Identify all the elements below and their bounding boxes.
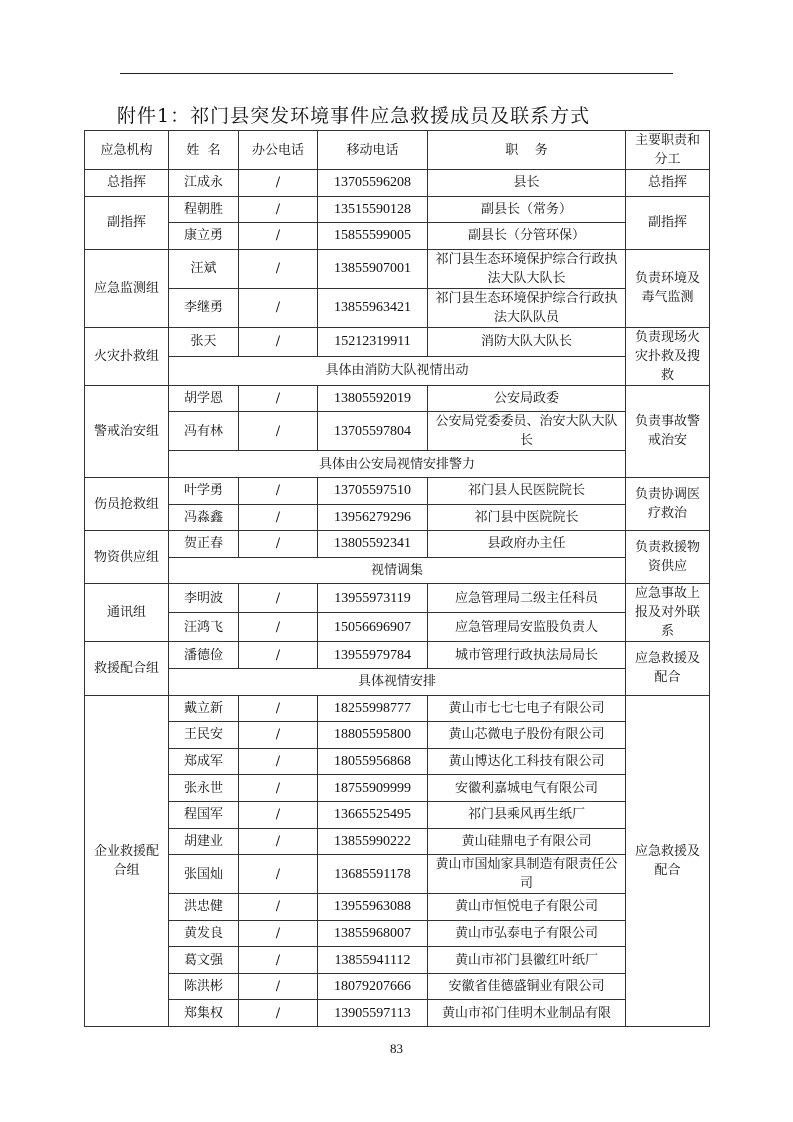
name-cell: 张天	[169, 327, 239, 356]
position-cell: 城市管理行政执法局局长	[428, 642, 626, 669]
mobile-phone-cell: 13855963421	[318, 288, 428, 327]
name-cell: 康立勇	[169, 223, 239, 250]
note-cell: 视情调集	[169, 557, 626, 584]
duty-cell: 应急救援及配合	[626, 642, 710, 695]
position-cell: 公安局党委委员、治安大队大队长	[428, 412, 626, 451]
table-row	[85, 385, 710, 412]
mobile-phone-cell: 13665525495	[318, 801, 428, 828]
office-phone-cell: /	[239, 531, 318, 558]
org-cell: 副指挥	[85, 196, 169, 249]
mobile-phone-cell: 13515590128	[318, 196, 428, 223]
office-phone-cell: /	[239, 695, 318, 722]
office-phone-cell: /	[239, 385, 318, 412]
mobile-phone-cell: 15212319911	[318, 327, 428, 356]
position-cell: 黄山芯微电子股份有限公司	[428, 722, 626, 749]
mobile-phone-cell: 18055956868	[318, 748, 428, 775]
org-cell: 火灾扑救组	[85, 327, 169, 385]
office-phone-cell: /	[239, 748, 318, 775]
note-cell: 具体视情安排	[169, 668, 626, 695]
table-row	[85, 557, 710, 584]
position-cell: 副县长（常务）	[428, 196, 626, 223]
office-phone-cell: /	[239, 327, 318, 356]
duty-cell: 应急救援及配合	[626, 695, 710, 1027]
mobile-phone-cell: 13855968007	[318, 920, 428, 947]
table-row	[85, 855, 710, 894]
position-cell: 公安局政委	[428, 385, 626, 412]
duty-cell: 负责环境及毒气监测	[626, 249, 710, 327]
mobile-phone-cell: 13805592019	[318, 385, 428, 412]
table-row	[85, 722, 710, 749]
org-cell: 企业救援配合组	[85, 695, 169, 1027]
document-title: 附件1：祁门县突发环境事件应急救援成员及联系方式	[117, 105, 591, 127]
office-phone-cell: /	[239, 894, 318, 921]
name-cell: 冯有林	[169, 412, 239, 451]
name-cell: 叶学勇	[169, 477, 239, 504]
table-row	[85, 223, 710, 250]
mobile-phone-cell: 18255998777	[318, 695, 428, 722]
name-cell: 贺正春	[169, 531, 239, 558]
office-phone-cell: /	[239, 196, 318, 223]
name-cell: 潘德俭	[169, 642, 239, 669]
office-phone-cell: /	[239, 722, 318, 749]
position-cell: 祁门县中医院院长	[428, 504, 626, 531]
table-row	[85, 642, 710, 669]
org-cell: 应急监测组	[85, 249, 169, 327]
office-phone-cell: /	[239, 1000, 318, 1027]
position-cell: 安徽利嘉城电气有限公司	[428, 775, 626, 802]
mobile-phone-cell: 15056696907	[318, 613, 428, 642]
header-mobile-phone: 移动电话	[318, 131, 428, 170]
office-phone-cell: /	[239, 477, 318, 504]
mobile-phone-cell: 18755909999	[318, 775, 428, 802]
mobile-phone-cell: 15855599005	[318, 223, 428, 250]
table-row	[85, 1000, 710, 1027]
office-phone-cell: /	[239, 855, 318, 894]
org-cell: 通讯组	[85, 584, 169, 642]
mobile-phone-cell: 13955979784	[318, 642, 428, 669]
table-row	[85, 412, 710, 451]
office-phone-cell: /	[239, 775, 318, 802]
mobile-phone-cell: 18805595800	[318, 722, 428, 749]
office-phone-cell: /	[239, 223, 318, 250]
name-cell: 李明波	[169, 584, 239, 613]
mobile-phone-cell: 18079207666	[318, 973, 428, 1000]
position-cell: 黄山市弘泰电子有限公司	[428, 920, 626, 947]
table-row	[85, 613, 710, 642]
position-cell: 祁门县生态环境保护综合行政执法大队大队长	[428, 249, 626, 288]
office-phone-cell: /	[239, 170, 318, 197]
mobile-phone-cell: 13855907001	[318, 249, 428, 288]
header-org: 应急机构	[85, 131, 169, 170]
page-number: 83	[390, 1041, 403, 1056]
position-cell: 应急管理局二级主任科员	[428, 584, 626, 613]
table-row	[85, 170, 710, 197]
table-row	[85, 356, 710, 385]
office-phone-cell: /	[239, 947, 318, 974]
office-phone-cell: /	[239, 642, 318, 669]
table-row	[85, 775, 710, 802]
mobile-phone-cell: 13955963088	[318, 894, 428, 921]
duty-cell: 负责救援物资供应	[626, 531, 710, 584]
table-row	[85, 695, 710, 722]
table-row	[85, 668, 710, 695]
table-row	[85, 828, 710, 855]
duty-cell: 负责现场火灾扑救及搜救	[626, 327, 710, 385]
mobile-phone-cell: 13705596208	[318, 170, 428, 197]
position-cell: 黄山市恒悦电子有限公司	[428, 894, 626, 921]
mobile-phone-cell: 13956279296	[318, 504, 428, 531]
mobile-phone-cell: 13955973119	[318, 584, 428, 613]
name-cell: 冯淼鑫	[169, 504, 239, 531]
org-cell: 伤员抢救组	[85, 477, 169, 530]
note-cell: 具体由消防大队视情出动	[169, 356, 626, 385]
position-cell: 黄山市祁门佳明木业制品有限	[428, 1000, 626, 1027]
contact-table	[84, 130, 710, 1027]
org-cell: 警戒治安组	[85, 385, 169, 477]
org-cell: 总指挥	[85, 170, 169, 197]
position-cell: 黄山硅鼎电子有限公司	[428, 828, 626, 855]
mobile-phone-cell: 13805592341	[318, 531, 428, 558]
office-phone-cell: /	[239, 920, 318, 947]
table-row	[85, 748, 710, 775]
position-cell: 安徽省佳德盛铜业有限公司	[428, 973, 626, 1000]
table-row	[85, 504, 710, 531]
duty-cell: 应急事故上报及对外联系	[626, 584, 710, 642]
mobile-phone-cell: 13705597804	[318, 412, 428, 451]
name-cell: 江成永	[169, 170, 239, 197]
org-cell: 救援配合组	[85, 642, 169, 695]
header-name: 姓 名	[169, 131, 239, 170]
header-rule	[120, 73, 673, 74]
name-cell: 汪斌	[169, 249, 239, 288]
position-cell: 祁门县乘风再生纸厂	[428, 801, 626, 828]
name-cell: 汪鸿飞	[169, 613, 239, 642]
office-phone-cell: /	[239, 584, 318, 613]
table-row	[85, 973, 710, 1000]
name-cell: 黄发良	[169, 920, 239, 947]
table-row	[85, 327, 710, 356]
org-cell: 物资供应组	[85, 531, 169, 584]
position-cell: 祁门县生态环境保护综合行政执法大队队员	[428, 288, 626, 327]
name-cell: 戴立新	[169, 695, 239, 722]
name-cell: 郑集权	[169, 1000, 239, 1027]
name-cell: 程国军	[169, 801, 239, 828]
table-row	[85, 584, 710, 613]
mobile-phone-cell: 13905597113	[318, 1000, 428, 1027]
name-cell: 程朝胜	[169, 196, 239, 223]
table-row	[85, 531, 710, 558]
office-phone-cell: /	[239, 288, 318, 327]
duty-cell: 总指挥	[626, 170, 710, 197]
table-row	[85, 801, 710, 828]
table-body	[85, 170, 710, 1027]
table-row	[85, 920, 710, 947]
mobile-phone-cell: 13855941112	[318, 947, 428, 974]
table-row	[85, 477, 710, 504]
position-cell: 县政府办主任	[428, 531, 626, 558]
name-cell: 李继勇	[169, 288, 239, 327]
table-row	[85, 196, 710, 223]
name-cell: 葛文强	[169, 947, 239, 974]
office-phone-cell: /	[239, 973, 318, 1000]
position-cell: 县长	[428, 170, 626, 197]
position-cell: 黄山市祁门县徽红叶纸厂	[428, 947, 626, 974]
mobile-phone-cell: 13685591178	[318, 855, 428, 894]
office-phone-cell: /	[239, 828, 318, 855]
position-cell: 消防大队大队长	[428, 327, 626, 356]
mobile-phone-cell: 13855990222	[318, 828, 428, 855]
table-row	[85, 249, 710, 288]
duty-cell: 负责事故警戒治安	[626, 385, 710, 477]
table-header-row	[85, 131, 710, 170]
mobile-phone-cell: 13705597510	[318, 477, 428, 504]
header-duty: 主要职责和分工	[626, 131, 710, 170]
position-cell: 祁门县人民医院院长	[428, 477, 626, 504]
name-cell: 张永世	[169, 775, 239, 802]
name-cell: 洪忠健	[169, 894, 239, 921]
office-phone-cell: /	[239, 249, 318, 288]
duty-cell: 负责协调医疗救治	[626, 477, 710, 530]
office-phone-cell: /	[239, 412, 318, 451]
position-cell: 黄山市国灿家具制造有限责任公司	[428, 855, 626, 894]
position-cell: 黄山博达化工科技有限公司	[428, 748, 626, 775]
position-cell: 应急管理局安监股负责人	[428, 613, 626, 642]
duty-cell: 副指挥	[626, 196, 710, 249]
table-row	[85, 288, 710, 327]
office-phone-cell: /	[239, 801, 318, 828]
position-cell: 副县长（分管环保）	[428, 223, 626, 250]
name-cell: 郑成军	[169, 748, 239, 775]
table-row	[85, 451, 710, 478]
table-row	[85, 947, 710, 974]
header-office-phone: 办公电话	[239, 131, 318, 170]
name-cell: 张国灿	[169, 855, 239, 894]
name-cell: 胡学恩	[169, 385, 239, 412]
table-row	[85, 894, 710, 921]
note-cell: 具体由公安局视情安排警力	[169, 451, 626, 478]
position-cell: 黄山市七七七电子有限公司	[428, 695, 626, 722]
name-cell: 陈洪彬	[169, 973, 239, 1000]
office-phone-cell: /	[239, 613, 318, 642]
header-position: 职 务	[428, 131, 626, 170]
name-cell: 胡建业	[169, 828, 239, 855]
office-phone-cell: /	[239, 504, 318, 531]
name-cell: 王民安	[169, 722, 239, 749]
